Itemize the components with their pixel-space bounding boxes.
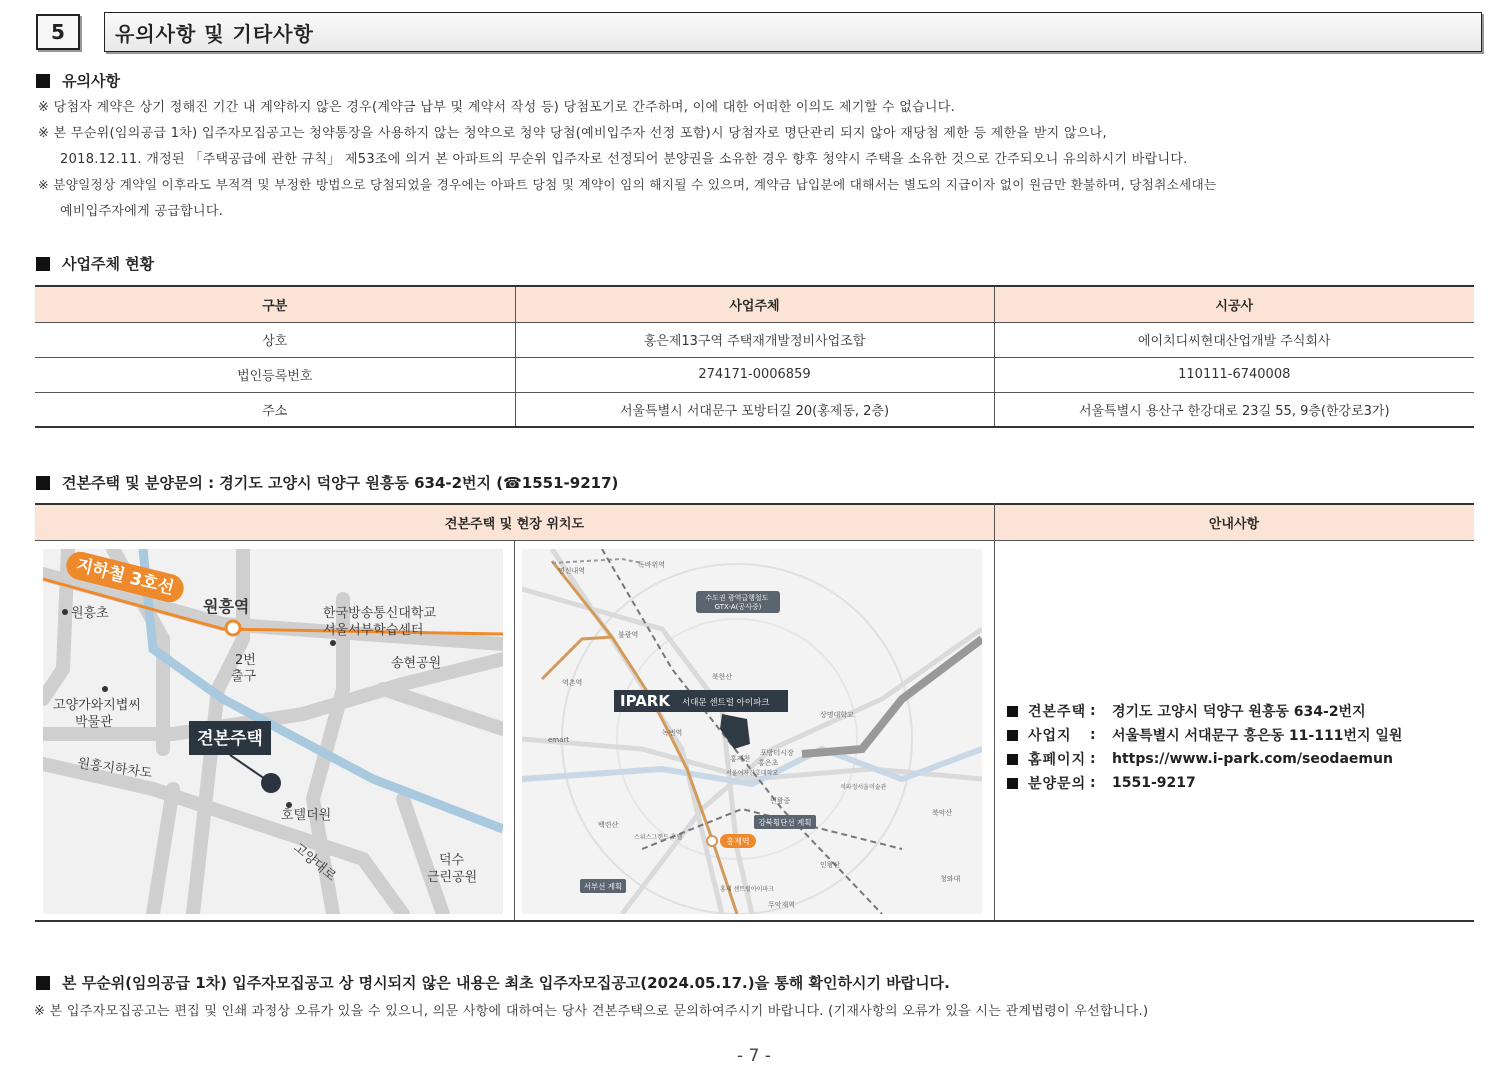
column-divider (994, 503, 995, 922)
info-row-site (1007, 723, 1402, 747)
section-header (36, 12, 1482, 52)
map-poi-label: 불광역 (618, 631, 639, 639)
square-bullet-icon (1007, 730, 1018, 741)
print-error-notice: ※ 본 입주자모집공고는 편집 및 인쇄 과정상 오류가 있을 수 있으니, 의문 사항에 대하여는 당사 견본주택으로 문의하여주시기 바랍니다. (기재사항의 오류가 있을 시는 관계법령이 우선합니다.) (34, 1004, 1149, 1019)
notice-line-1: ※ 당첨자 계약은 상기 정해진 기간 내 계약하지 않은 경우(계약금 납부 및 계약서 작성 등) 당첨포기로 간주하며, 이에 대한 어떠한 이의도 제기할 수 없습니다. (38, 100, 956, 115)
gtx-label-line2: GTX-A(공사중) (714, 603, 762, 611)
underpass-label: 원흥지하차도 (76, 756, 154, 782)
map-poi-label: 인왕산 (820, 861, 841, 869)
exit-label-line1: 2번 (235, 653, 256, 668)
table-cell: 상호 (35, 322, 515, 357)
section-title: 유의사항 및 기타사항 (104, 12, 1482, 52)
square-bullet-icon (36, 257, 50, 271)
table-header-cell: 사업주체 (515, 286, 994, 322)
station-marker (226, 621, 240, 635)
ipark-brand-sub: 서대문 센트럴 아이파크 (682, 698, 770, 708)
museum-label-line1: 고양가와지볍씨 (53, 698, 141, 713)
notice-line-4: ※ 분양일정상 계약일 이후라도 부적격 및 부정한 방법으로 당첨되었을 경우에는 아파트 당첨 및 계약이 임의 해지될 수 있으며, 계약금 납입분에 대해서는 별도의 지급이자 없이 원금만 환불하며, 당첨취소세대는 (38, 177, 1217, 192)
map-divider (514, 541, 515, 922)
map-column-header: 견본주택 및 현장 위치도 (35, 503, 994, 541)
business-heading-text: 사업주체 현황 (62, 255, 155, 273)
map-poi-label: 인왕중 (770, 797, 791, 805)
map-poi-label: 백련산 (598, 821, 619, 829)
museum-label-line2: 박물관 (75, 715, 113, 730)
site-location-map (522, 549, 982, 914)
table-cell: 274171-0006859 (515, 357, 994, 392)
notice-line-3: 2018.12.11. 개정된 「주택공급에 관한 규칙」 제53조에 의거 본 아파트의 무순위 입주자로 선정되어 분양권을 소유한 경우 향후 청약시 주택을 소유한 것으로 간주되오니 유의하시기 바랍니다. (60, 152, 1188, 167)
seobu-line-label: 서부선 계획 (583, 882, 623, 891)
info-list (1007, 699, 1402, 795)
map-poi-label: emart (548, 736, 570, 744)
hotel-label: 호텔더원 (281, 808, 332, 823)
square-bullet-icon (1007, 706, 1018, 717)
gangbuk-line-label: 강북횡단선 계획 (758, 818, 812, 827)
university-label-line2: 서울서부학습센터 (323, 623, 424, 638)
square-bullet-icon (36, 74, 50, 88)
table-bottom-border (35, 920, 1474, 922)
info-key: 견본주택 (1028, 704, 1087, 720)
info-separator: : (1090, 751, 1096, 767)
road-label: 고양대로 (290, 840, 339, 885)
table-row (35, 322, 1474, 357)
subway-line-label: 지하철 3호선 (74, 555, 176, 599)
table-cell: 서울특별시 서대문구 포방터길 20(홍제동, 2층) (515, 392, 994, 427)
map-poi-label: 홍은초 (758, 759, 779, 767)
map-poi-label: 포방터시장 (760, 749, 794, 757)
neighborhood-park-line1: 덕수 (439, 853, 465, 868)
map-poi-label: 스위스그랜드 호텔 (634, 834, 683, 841)
info-value: 1551-9217 (1112, 775, 1196, 791)
exit-label-line2: 출구 (231, 669, 257, 684)
model-house-heading-text: 견본주택 및 분양문의 : 경기도 고양시 덕양구 원흥동 634-2번지 (☎1551-9217) (62, 474, 619, 492)
model-house-marker (261, 773, 281, 793)
neighborhood-park-line2: 근린공원 (427, 870, 478, 885)
map-poi-label: 서울여자간호대학교 (726, 770, 779, 777)
table-row (35, 392, 1474, 427)
hongje-station-label: 홍제역 (726, 837, 750, 846)
notices-heading (36, 70, 120, 91)
map-poi-label: 역촌역 (562, 679, 583, 687)
table-cell: 법인등록번호 (35, 357, 515, 392)
homepage-link[interactable]: https://www.i-park.com/seodaemun (1112, 751, 1393, 767)
model-house-tag-label: 견본주택 (197, 729, 263, 749)
gtx-label-line1: 수도권 광역급행철도 (705, 594, 769, 602)
table-cell: 주소 (35, 392, 515, 427)
notices-heading-text: 유의사항 (62, 72, 120, 90)
station-label: 원흥역 (203, 597, 250, 616)
map-poi-label: 북악산 (932, 809, 953, 817)
ipark-brand: IPARK (620, 692, 670, 710)
final-notice-text: 본 무순위(임의공급 1차) 입주자모집공고 상 명시되지 않은 내용은 최초 입주자모집공고(2024.05.17.)을 통해 확인하시기 바랍니다. (62, 974, 950, 992)
table-cell: 에이치디씨현대산업개발 주식회사 (994, 322, 1474, 357)
table-header-cell: 구분 (35, 286, 515, 322)
notice-line-2: ※ 본 무순위(임의공급 1차) 입주자모집공고는 청약통장을 사용하지 않는 청약으로 청약 당첨(예비입주자 선정 포함)시 당첨자로 명단관리 되지 않아 재당첨 제한 등 제한을 받지 않으나, (38, 126, 1107, 141)
info-row-homepage (1007, 747, 1402, 771)
map-poi-label: 홍제천 (730, 755, 751, 763)
map-poi-label: 녹번역 (662, 729, 683, 737)
map-poi-label: 북한산 (712, 673, 733, 681)
map-poi-label: 연신내역 (558, 567, 586, 575)
business-heading (36, 253, 154, 274)
info-value: 서울특별시 서대문구 홍은동 11-111번지 일원 (1112, 728, 1403, 744)
info-column-header: 안내사항 (994, 503, 1474, 541)
park-label: 송현공원 (391, 656, 442, 671)
table-cell: 홍은제13구역 주택재개발정비사업조합 (515, 322, 994, 357)
info-key: 분양문의 (1028, 776, 1087, 792)
model-house-map (43, 549, 503, 914)
info-separator: : (1090, 703, 1096, 719)
info-separator: : (1090, 727, 1096, 743)
model-house-table (35, 503, 1474, 922)
map-poi-label: 독바위역 (638, 561, 666, 569)
school-label: 원흥초 (71, 606, 109, 621)
info-row-inquiry (1007, 771, 1402, 795)
table-cell: 서울특별시 용산구 한강대로 23길 55, 9층(한강로3가) (994, 392, 1474, 427)
square-bullet-icon (36, 476, 50, 490)
section-number: 5 (36, 14, 80, 50)
page-number: - 7 - (737, 1046, 771, 1066)
info-separator: : (1090, 775, 1096, 791)
square-bullet-icon (1007, 754, 1018, 765)
map-poi-label: 무악재역 (768, 901, 796, 909)
map-poi-label: 상명대학교 (820, 711, 854, 719)
square-bullet-icon (1007, 778, 1018, 789)
table-row (35, 357, 1474, 392)
university-label-line1: 한국방송통신대학교 (323, 606, 437, 621)
map-poi-label: 홍제 센트럴아이파크 (720, 886, 775, 893)
info-key: 홈페이지 (1028, 752, 1087, 768)
info-key: 사업지 (1028, 728, 1072, 744)
info-row-model-house (1007, 699, 1402, 723)
table-header-row (35, 286, 1474, 322)
notice-line-5: 예비입주자에게 공급합니다. (60, 204, 224, 219)
final-notice (36, 972, 950, 993)
table-cell: 110111-6740008 (994, 357, 1474, 392)
square-bullet-icon (36, 976, 50, 990)
model-house-heading (36, 472, 618, 493)
table-header-cell: 시공사 (994, 286, 1474, 322)
map-poi-label: 석파정서울미술관 (840, 784, 887, 791)
business-table (35, 285, 1474, 428)
info-value: 경기도 고양시 덕양구 원흥동 634-2번지 (1112, 704, 1366, 720)
map-poi-label: 청와대 (940, 875, 961, 883)
